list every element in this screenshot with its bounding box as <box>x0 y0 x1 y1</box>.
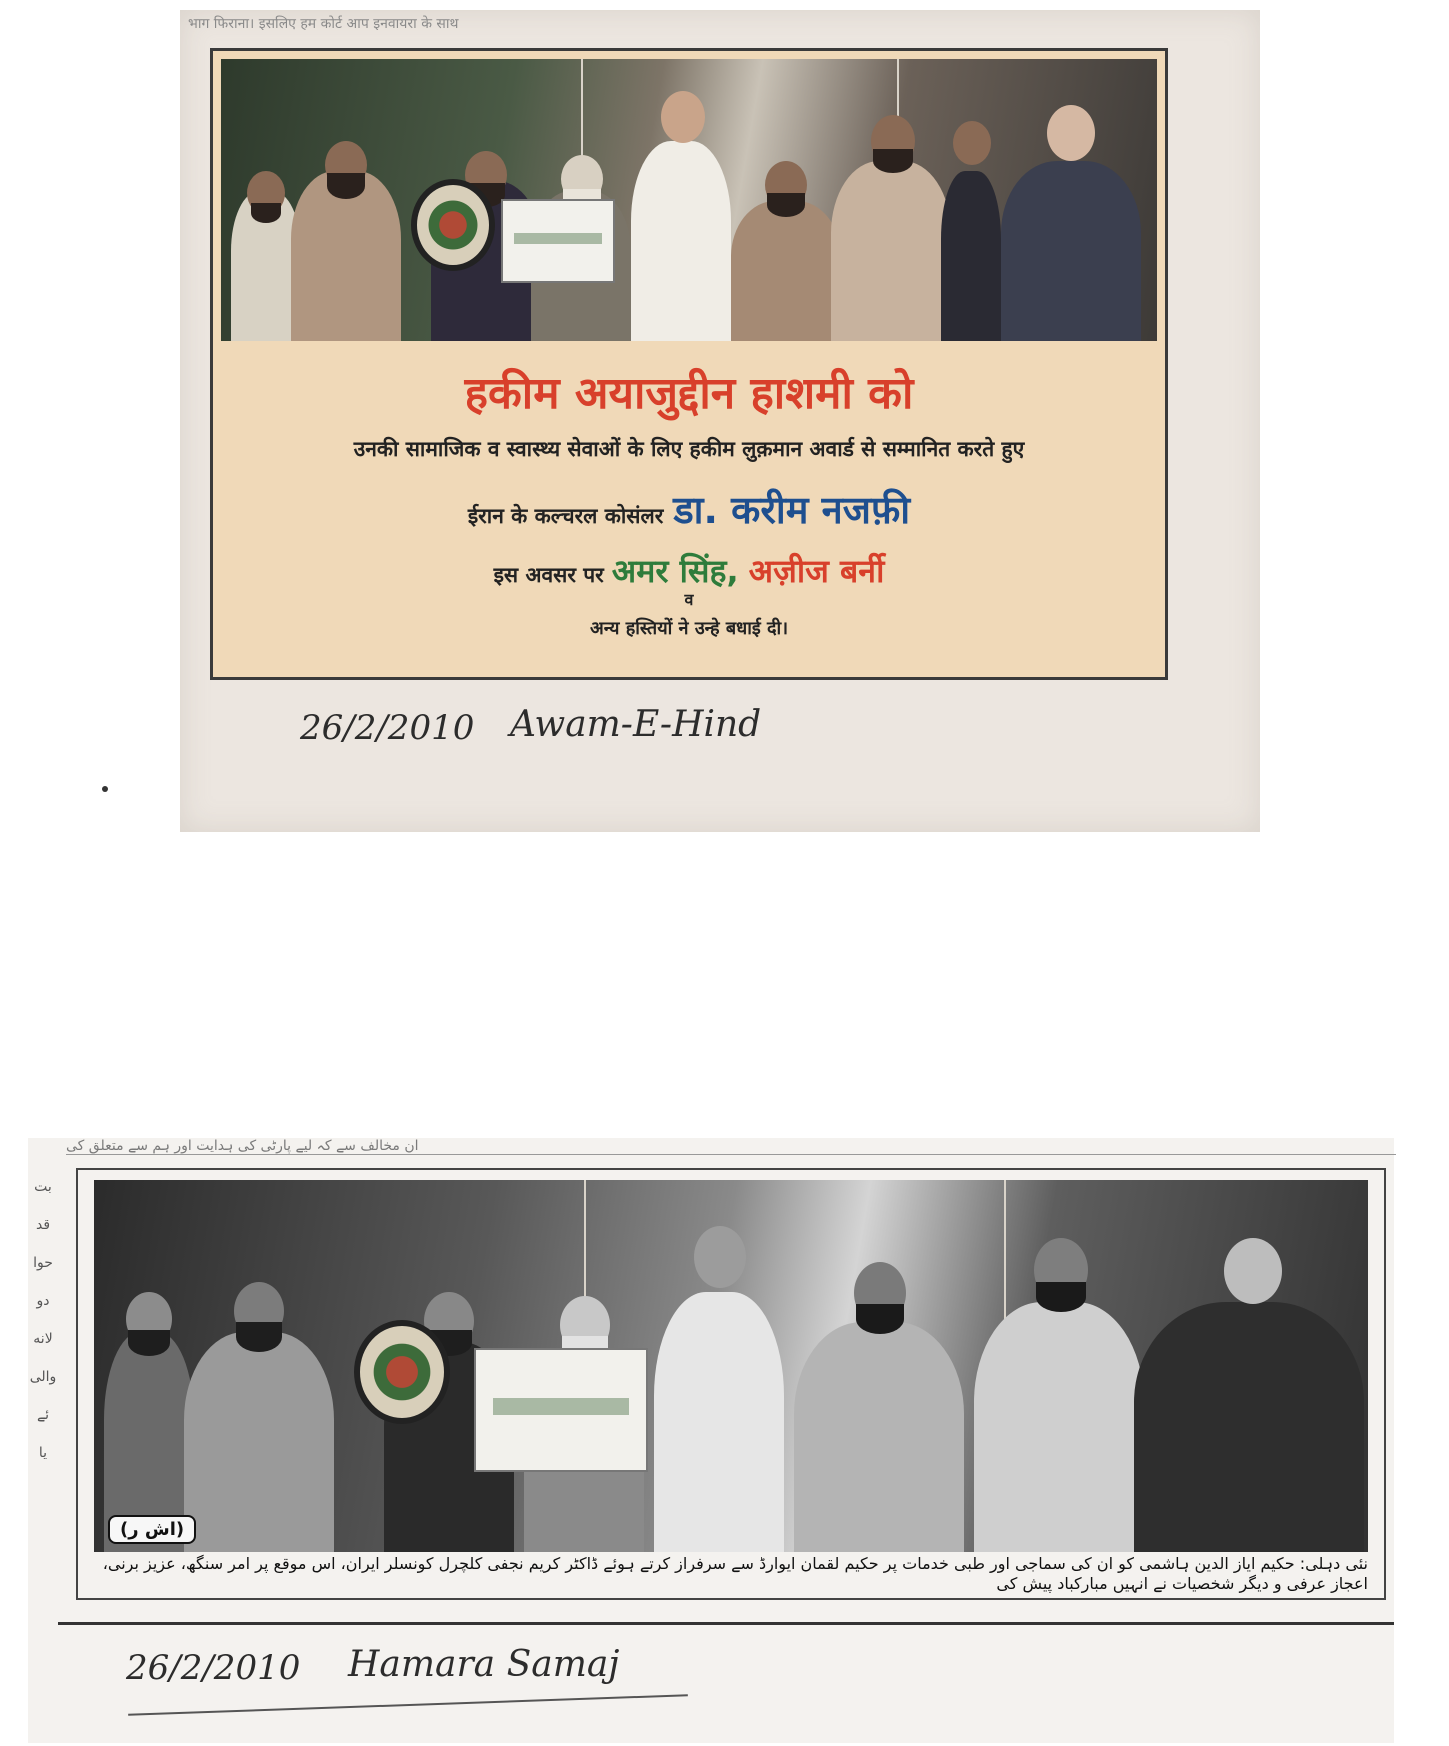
photo-credit: (اش ر) <box>108 1515 196 1544</box>
cut-off-side-text: بت قد حوا دو لانه والی ئے یا <box>29 1179 57 1461</box>
award-certificate <box>474 1348 648 1472</box>
person-figure <box>1001 91 1141 341</box>
handwritten-newspaper-name: Hamara Samaj <box>348 1644 620 1685</box>
person-figure <box>941 101 1001 341</box>
person-figure <box>794 1232 964 1552</box>
divider <box>58 1622 1394 1625</box>
caption-line <box>213 483 1165 535</box>
news-photo <box>94 1180 1368 1552</box>
caption-line: व <box>684 590 694 609</box>
caption-text: इस अवसर पर <box>493 563 604 587</box>
caption-text: ईरान के कल्चरल कोसंलर <box>467 504 664 528</box>
person-figure <box>184 1252 334 1552</box>
award-plaque <box>411 179 495 271</box>
person-figure <box>291 111 401 341</box>
handwritten-newspaper-name: Awam-E-Hind <box>510 704 762 745</box>
person-figure <box>1134 1212 1364 1552</box>
highlighted-name: डा. करीम नजफ़ी <box>673 488 911 532</box>
person-figure <box>974 1212 1144 1552</box>
caption-line: अन्य हस्तियों ने उन्हे बधाई दी। <box>589 618 789 639</box>
caption-line <box>213 549 1165 592</box>
handwritten-date: 26/2/2010 <box>300 708 475 748</box>
award-certificate <box>501 199 615 283</box>
highlighted-name: अमर सिंह, <box>611 552 739 590</box>
speck <box>102 786 108 792</box>
person-figure <box>654 1212 784 1552</box>
headline: हकीम अयाजुद्दीन हाशमी को <box>464 368 914 419</box>
person-figure <box>731 141 841 341</box>
highlighted-name: अज़ीज बर्नी <box>748 552 885 590</box>
person-figure <box>831 91 951 341</box>
urdu-caption: نئی دہلی: حکیم ایاز الدین ہاشمی کو ان کی سماجی اور طبی خدمات پر حکیم لقمان ایوارڈ سے سرفراز کرتے ہوئے ڈاکٹر کریم نجفی کلچرل کونسلر ایران، اس موقع پر امر سنگھ، عزیز برنی، اعجاز عرفی و دیگر شخصیات نے انہیں مبارکباد پیش کی <box>102 1554 1368 1593</box>
cut-off-text: भाग फिराना। इसलिए हम कोर्ट आप इनवायरा के साथ <box>188 16 459 30</box>
article-frame <box>210 48 1168 680</box>
handwritten-date: 26/2/2010 <box>126 1648 301 1688</box>
cut-off-text: ان مخالف سے کہ لیے پارٹی کی ہدایت اور ہم سے متعلق کی <box>66 1138 1396 1155</box>
person-figure <box>631 81 731 341</box>
article-caption <box>213 343 1165 640</box>
caption-line: उनकी सामाजिक व स्वास्थ्य सेवाओं के लिए हकीम लुक़मान अवार्ड से सम्मानित करते हुए <box>353 437 1025 461</box>
person-figure <box>104 1262 194 1552</box>
award-plaque <box>354 1320 450 1424</box>
newspaper-clipping-hamara-samaj <box>28 1138 1394 1743</box>
article-frame <box>76 1168 1386 1600</box>
newspaper-clipping-awam-e-hind <box>180 10 1260 832</box>
handwritten-underline <box>128 1694 688 1716</box>
news-photo <box>221 59 1157 341</box>
